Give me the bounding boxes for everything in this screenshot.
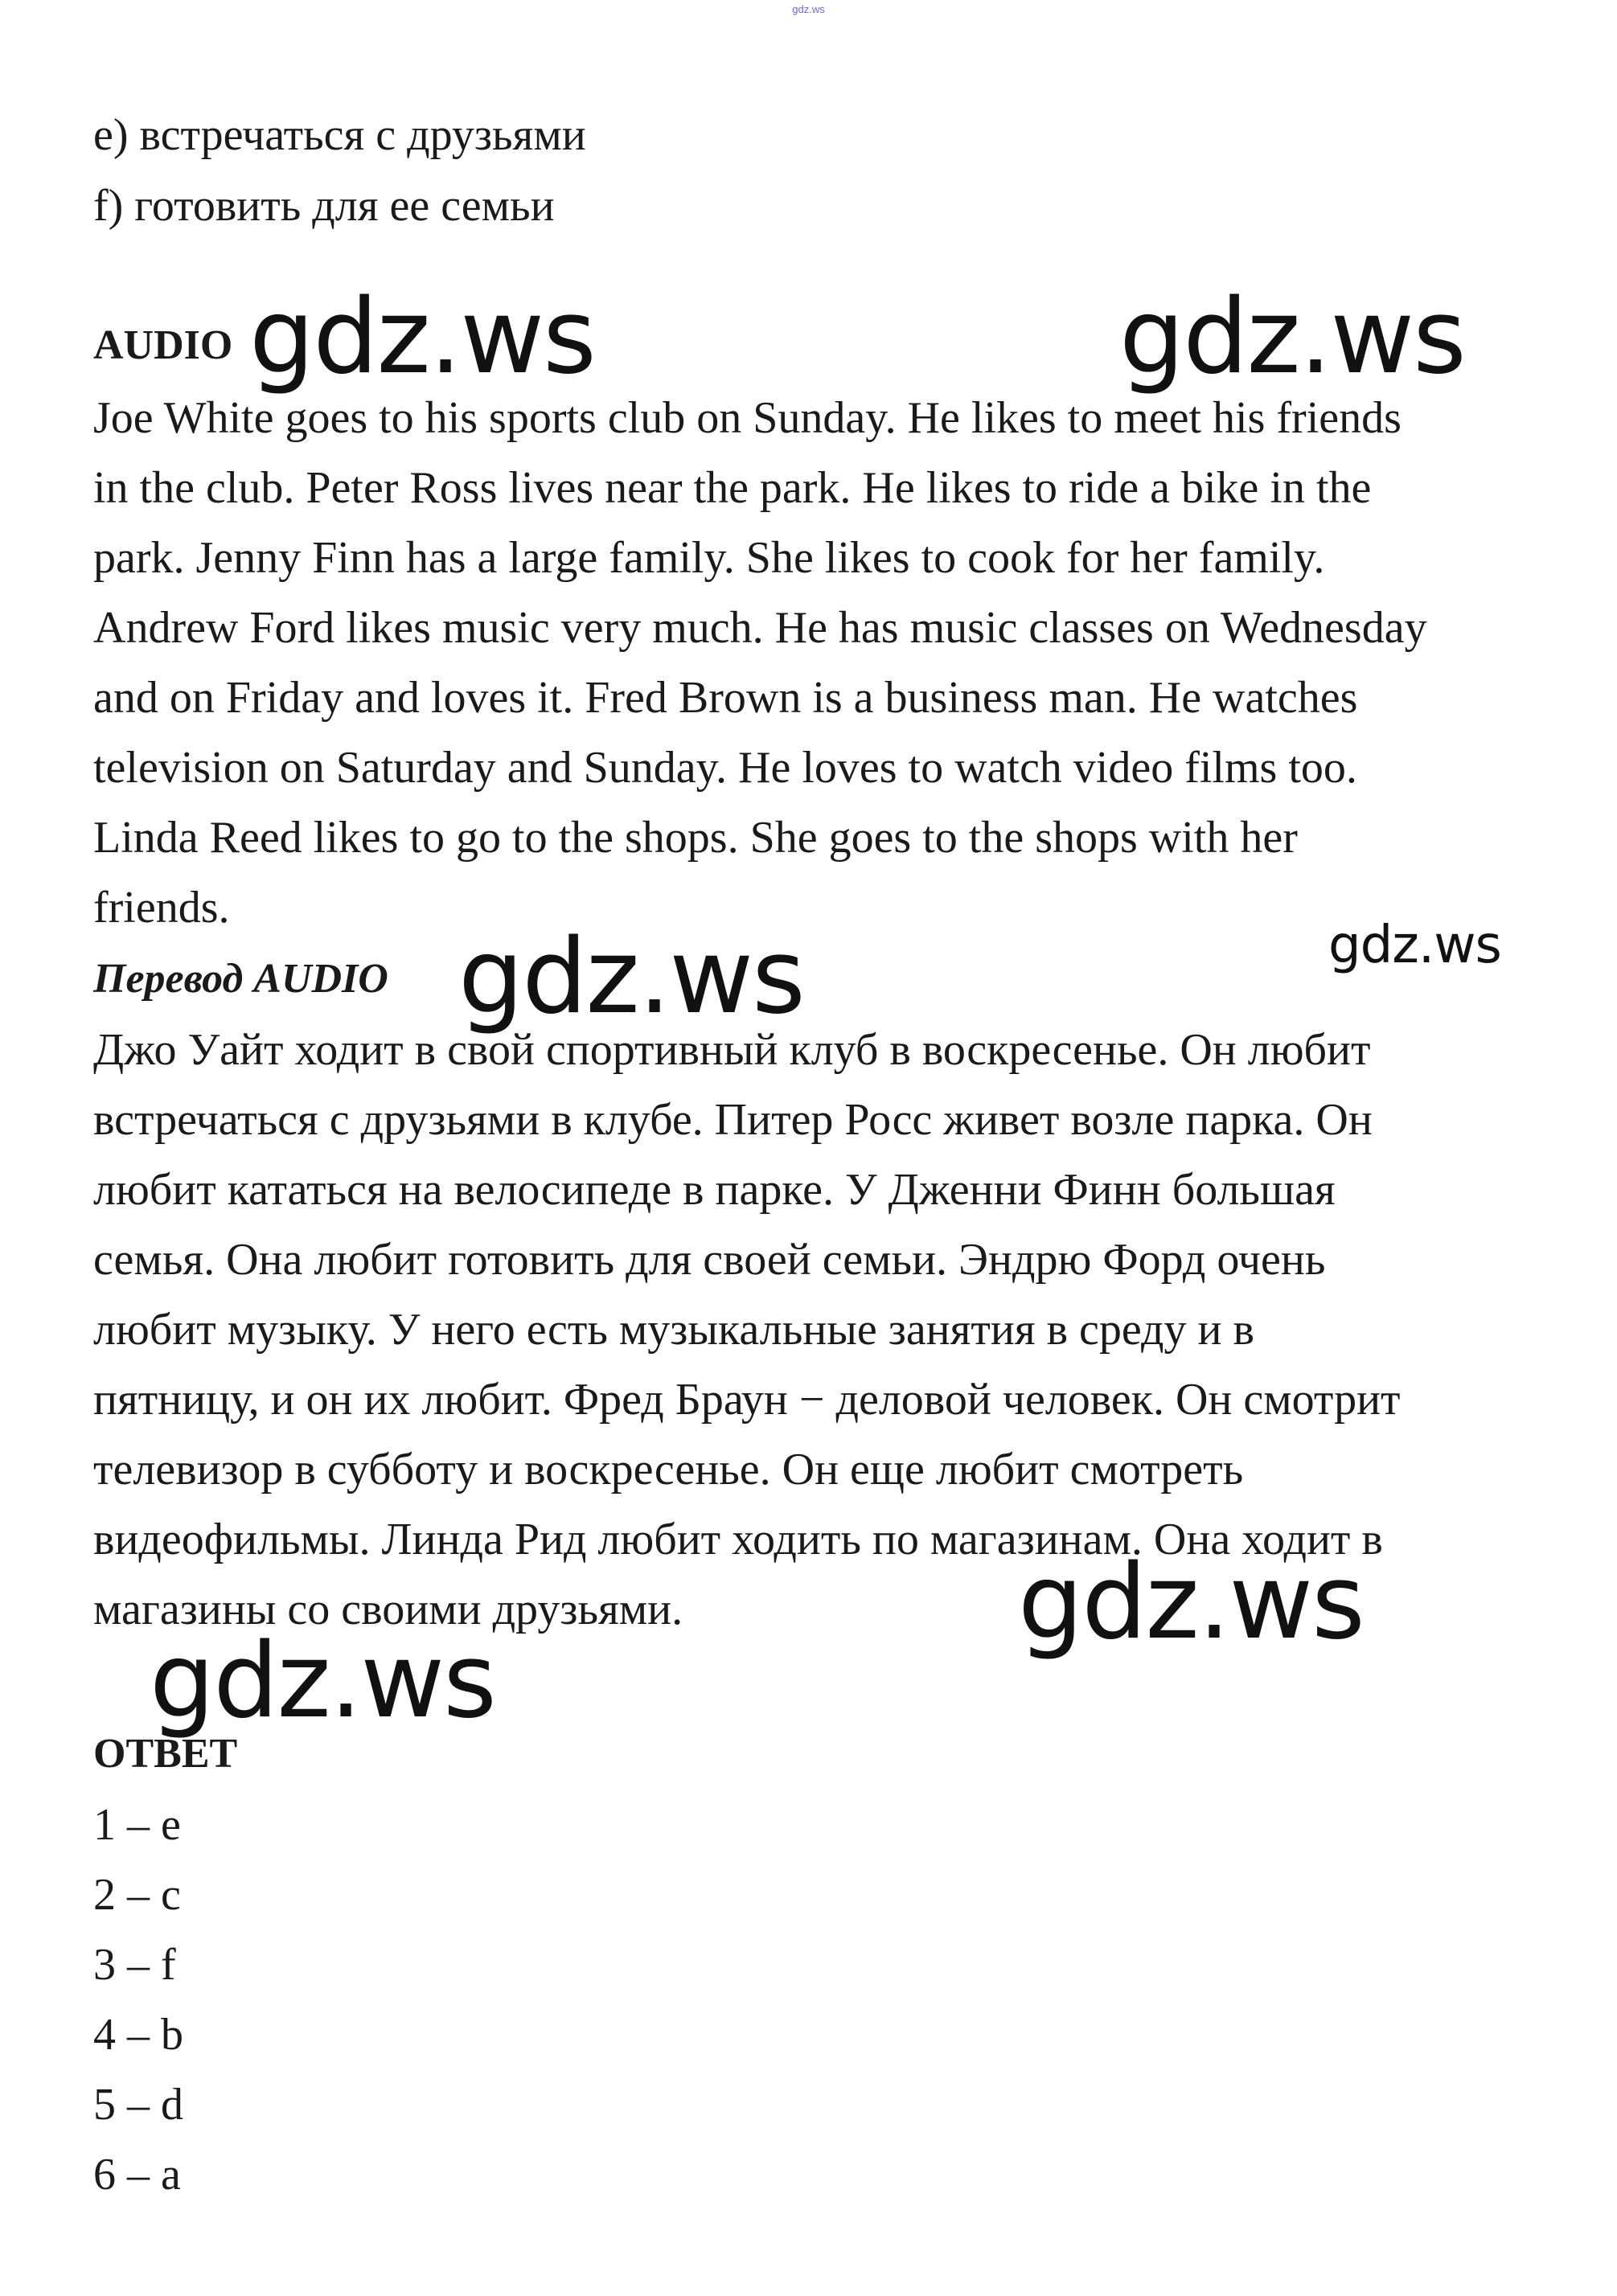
audio-line: and on Friday and loves it. Fred Brown is a business man. He watches <box>93 673 1358 723</box>
audio-line: in the club. Peter Ross lives near the park. He likes to ride a bike in the <box>93 463 1372 513</box>
translation-heading: Перевод AUDIO <box>93 956 388 1002</box>
watermark: gdz.ws <box>1018 1543 1364 1663</box>
answer-item: 2 – c <box>93 1870 181 1920</box>
answer-item: 1 – e <box>93 1800 181 1850</box>
translation-line: Джо Уайт ходит в свой спортивный клуб в воскресенье. Он любит <box>93 1025 1371 1075</box>
audio-line: television on Saturday and Sunday. He loves to watch video films too. <box>93 743 1357 793</box>
top-watermark: gdz.ws <box>792 3 825 15</box>
translation-line: встречаться с друзьями в клубе. Питер Росс живет возле парка. Он <box>93 1095 1373 1145</box>
answer-item: 3 – f <box>93 1940 176 1990</box>
translation-line: видеофильмы. Линда Рид любит ходить по магазинам. Она ходит в <box>93 1515 1383 1564</box>
watermark: gdz.ws <box>150 1622 495 1741</box>
audio-line: friends. <box>93 883 230 933</box>
audio-line: park. Jenny Finn has a large family. She likes to cook for her family. <box>93 533 1325 583</box>
exercise-item: f) готовить для ее семьи <box>93 181 555 231</box>
translation-line: любит кататься на велосипеде в парке. У Дженни Финн большая <box>93 1165 1336 1215</box>
answer-item: 4 – b <box>93 2010 183 2060</box>
audio-line: Joe White goes to his sports club on Sunday. He likes to meet his friends <box>93 393 1402 443</box>
translation-line: любит музыку. У него есть музыкальные занятия в среду и в <box>93 1305 1254 1355</box>
translation-line: пятницу, и он их любит. Фред Браун − деловой человек. Он смотрит <box>93 1375 1401 1425</box>
watermark: gdz.ws <box>1119 277 1465 397</box>
answer-heading: ОТВЕТ <box>93 1731 238 1777</box>
translation-line: семья. Она любит готовить для своей семьи. Эндрю Форд очень <box>93 1235 1326 1285</box>
translation-line: магазины со своими друзьями. <box>93 1585 683 1634</box>
translation-line: телевизор в субботу и воскресенье. Он еще любит смотреть <box>93 1445 1244 1494</box>
audio-line: Andrew Ford likes music very much. He has music classes on Wednesday <box>93 603 1427 653</box>
watermark: gdz.ws <box>458 917 804 1037</box>
answer-item: 6 – a <box>93 2150 181 2200</box>
exercise-item: e) встречаться с друзьями <box>93 110 586 160</box>
watermark: gdz.ws <box>249 277 595 397</box>
watermark: gdz.ws <box>1328 916 1501 975</box>
answer-item: 5 – d <box>93 2080 183 2130</box>
audio-heading: AUDIO <box>93 322 233 368</box>
audio-line: Linda Reed likes to go to the shops. She goes to the shops with her <box>93 813 1298 863</box>
